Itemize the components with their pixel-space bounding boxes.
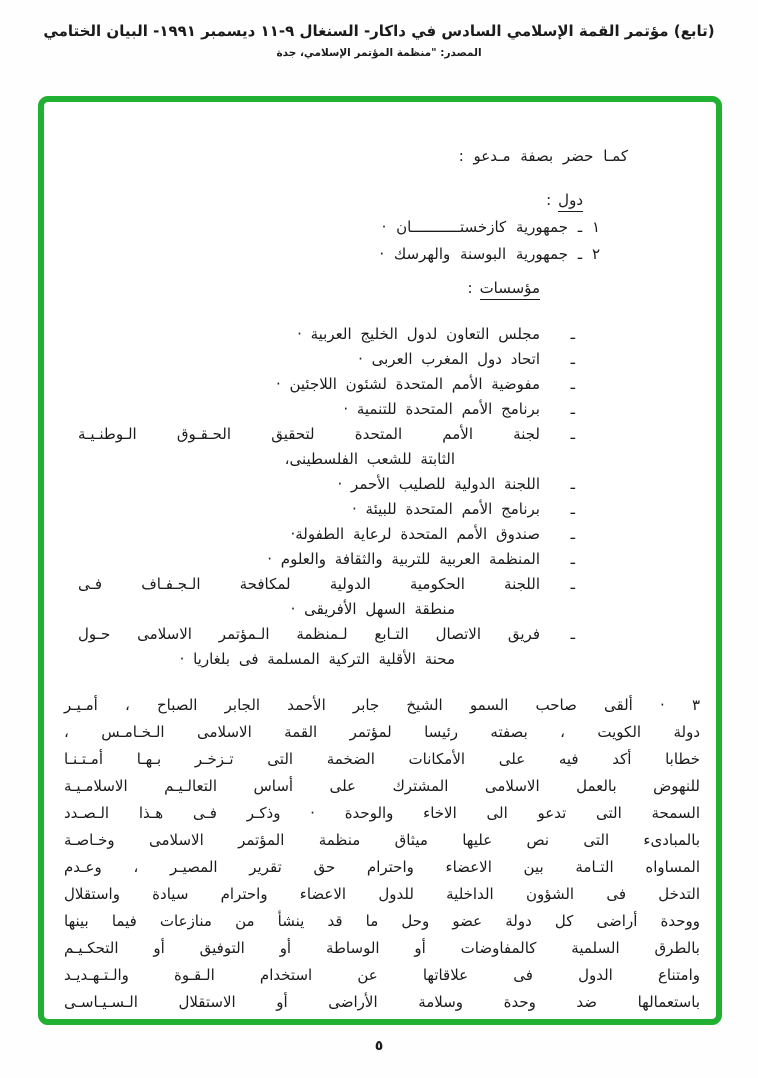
organization-item-text: برنامج الأمم المتحدة للتنمية · bbox=[343, 400, 540, 418]
organization-item-text: اتحاد دول المغرب العربى · bbox=[358, 350, 540, 368]
header bbox=[0, 22, 758, 59]
countries-list bbox=[44, 214, 716, 268]
organization-item-text: مفوضية الأمم المتحدة لشئون اللاجئين · bbox=[275, 375, 540, 393]
organization-item-text: المنظمة العربية للتربية والثقافة والعلوم · bbox=[267, 550, 540, 568]
country-list-item: ١ ـ جمهورية كازخستـــــــــــان · bbox=[381, 218, 600, 236]
organization-item-text: منطقة السهل الأفريقى · bbox=[290, 600, 455, 618]
organization-item-text: محنة الأقلية التركية المسلمة فى بلغاريا · bbox=[179, 650, 455, 668]
paragraph-line: وامتناع الدول فى علاقاتها عن استخدام الـقـوة والـتـهـديـد bbox=[64, 966, 700, 984]
document-frame bbox=[38, 96, 722, 1025]
countries-heading-colon: : bbox=[546, 191, 552, 209]
organizations-list bbox=[44, 322, 716, 672]
organizations-heading-colon: : bbox=[467, 279, 473, 297]
dash-bullet-icon: ـ bbox=[570, 475, 575, 493]
header-title: (تابع) مؤتمر القمة الإسلامي السادس في داكار- السنغال ٩-١١ ديسمبر ١٩٩١- البيان الختامي bbox=[43, 22, 715, 40]
dash-bullet-icon: ـ bbox=[570, 425, 575, 443]
organization-item-text: فريق الاتصال التـابع لـمنظمة الـمؤتمر الاسلامى حـول bbox=[78, 625, 540, 643]
paragraph-line: التدخل فى الشؤون الداخلية للدول الاعضاء واحترام سيادة واستقلال bbox=[64, 885, 700, 903]
dash-bullet-icon: ـ bbox=[570, 400, 575, 418]
organization-item-text: صندوق الأمم المتحدة لرعاية الطفولة· bbox=[290, 525, 540, 543]
paragraph-line: ووحدة أراضى كل دولة عضو وحل ما قد ينشأ من منازعات فيما بينها bbox=[64, 912, 700, 930]
countries-heading bbox=[44, 188, 583, 212]
paragraph-line: للنهوض بالعمل الاسلامى المشترك على أساس التعالـيـم الاسلامـيـة bbox=[64, 777, 700, 795]
paragraph-line: المساواه التـامة بين الاعضاء واحترام حق تقرير المصيـر ، وعـدم bbox=[64, 858, 700, 876]
organization-item-text: لجنة الأمم المتحدة لتحقيق الحـقـوق الـوطنـيـة bbox=[78, 425, 540, 443]
dash-bullet-icon: ـ bbox=[570, 575, 575, 593]
organization-item-text: الثابتة للشعب الفلسطينى، bbox=[284, 450, 455, 468]
countries-heading-label: دول bbox=[558, 191, 583, 212]
organization-item-text: اللجنة الدولية للصليب الأحمر · bbox=[337, 475, 540, 493]
dash-bullet-icon: ـ bbox=[570, 350, 575, 368]
dash-bullet-icon: ـ bbox=[570, 500, 575, 518]
header-source: المصدر: "منظمة المؤتمر الإسلامي، جدة bbox=[276, 47, 482, 59]
dash-bullet-icon: ـ bbox=[570, 375, 575, 393]
paragraph-line: ٣ · ألقى صاحب السمو الشيخ جابر الأحمد الجابر الصباح ، أمـيـر bbox=[64, 696, 700, 714]
organization-item-text: مجلس التعاون لدول الخليج العربية · bbox=[297, 325, 540, 343]
paragraph-line: بالمبادىء التى نص عليها ميثاق منظمة المؤتمر الاسلامى وخـاصـة bbox=[64, 831, 700, 849]
dash-bullet-icon: ـ bbox=[570, 625, 575, 643]
paragraph-line: السمحة التى تدعو الى الاخاء والوحدة · وذكـر فـى هـذا الـصـدد bbox=[64, 804, 700, 822]
intro-line: كمـا حضر بصفة مـدعو : bbox=[458, 147, 628, 165]
organization-item-text: برنامج الأمم المتحدة للبيئة · bbox=[351, 500, 540, 518]
organization-item-text: اللجنة الحكومية الدولية لمكافحة الـجـفـاف فـى bbox=[78, 575, 540, 593]
paragraph-line: دولة الكويت ، بصفته رئيسا لمؤتمر القمة الاسلامى الـخـامـس ، bbox=[64, 723, 700, 741]
paragraph-line: خطابا أكد فيه على الأمكانات الضخمة التى تـزخـر بـهـا أمـتـنـا bbox=[64, 750, 700, 768]
page-number: ٥ bbox=[374, 1038, 384, 1054]
dash-bullet-icon: ـ bbox=[570, 325, 575, 343]
paragraph-line: بالطرق السلمية كالمفاوضات أو الوساطة أو التوفيق أو التحكـيـم bbox=[64, 939, 700, 957]
organizations-heading bbox=[44, 276, 540, 300]
dash-bullet-icon: ـ bbox=[570, 550, 575, 568]
paragraph-3 bbox=[64, 692, 700, 1016]
country-list-item: ٢ ـ جمهورية البوسنة والهرسك · bbox=[379, 245, 600, 263]
organizations-heading-label: مؤسسات bbox=[480, 279, 540, 300]
paragraph-line: باستعمالها ضد وحدة وسلامة الأراضى أو الاستقلال الـسـيـاسـى bbox=[64, 993, 700, 1011]
dash-bullet-icon: ـ bbox=[570, 525, 575, 543]
